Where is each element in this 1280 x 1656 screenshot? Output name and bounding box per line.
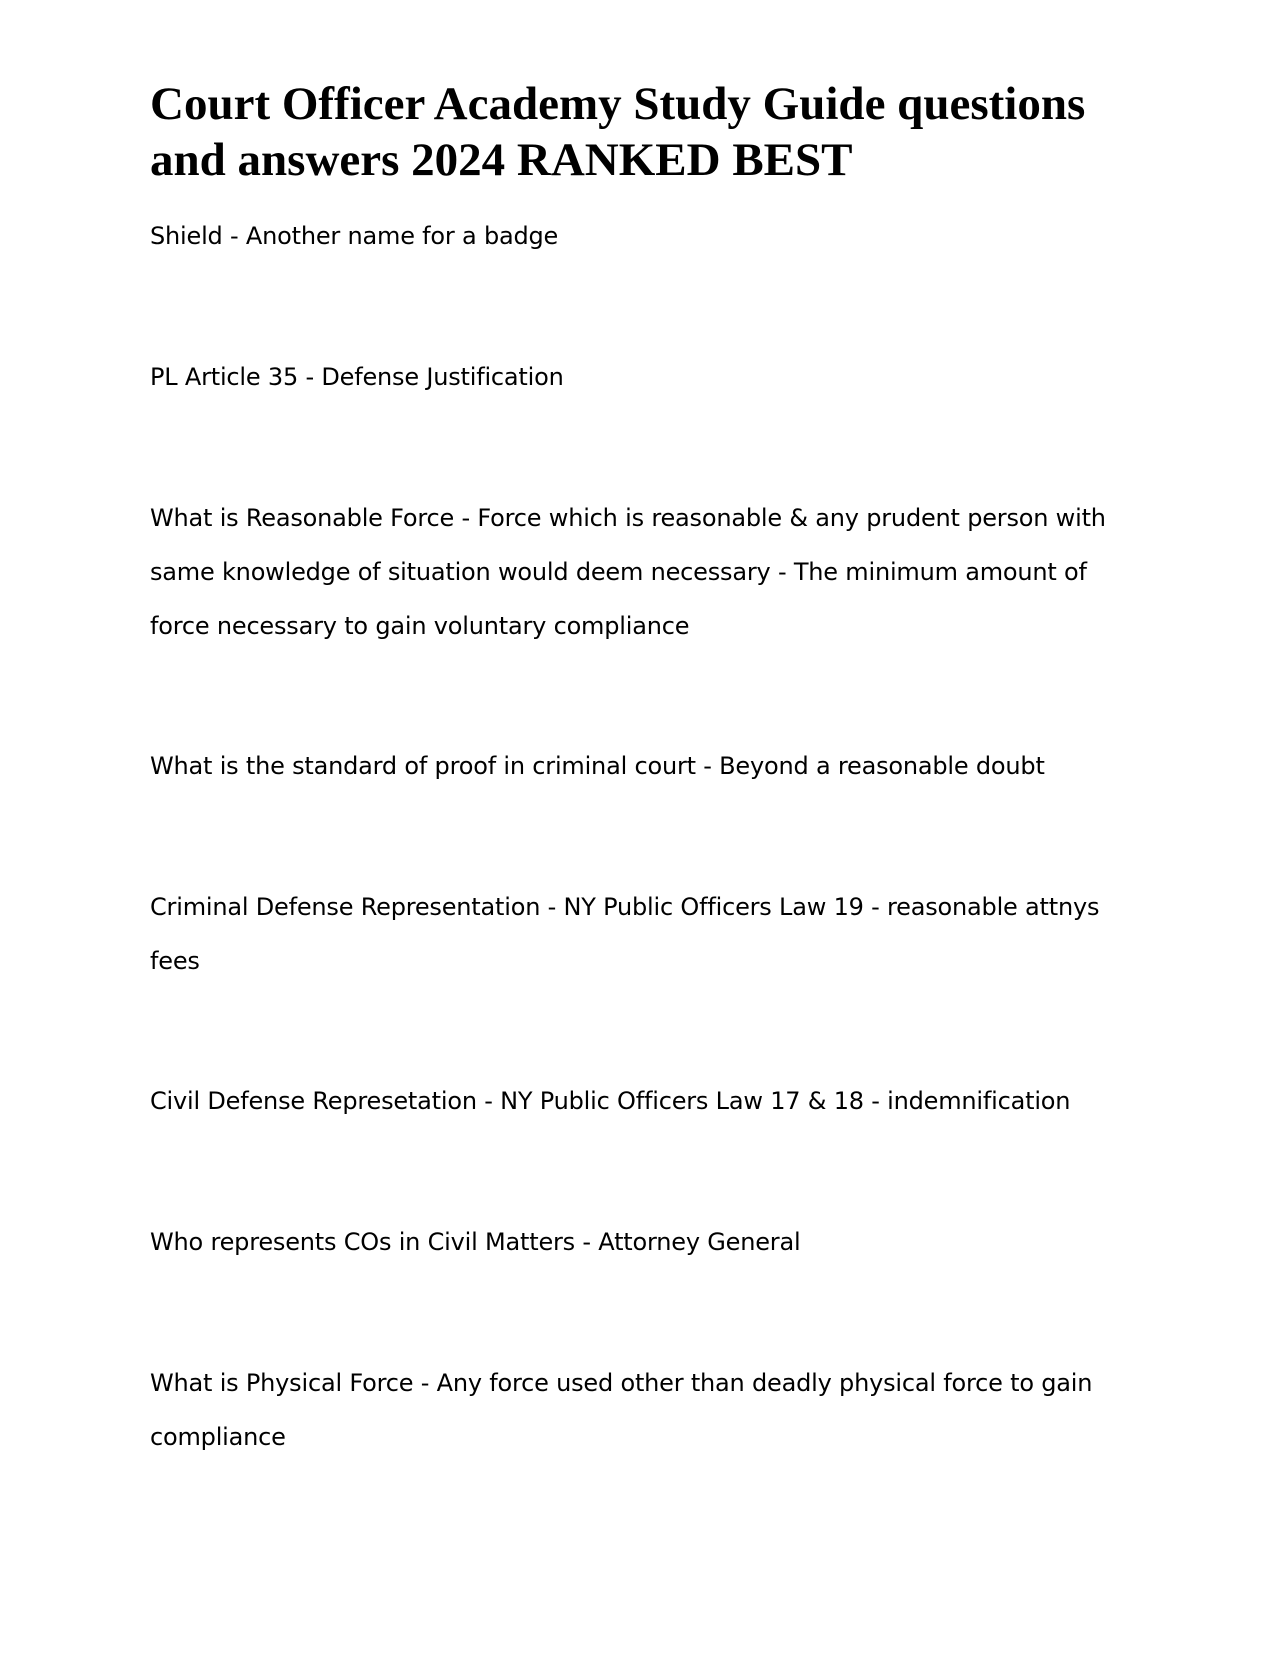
- qa-entry-reasonable-force: What is Reasonable Force - Force which is reasonable & any prudent person with same knowledge of situation would deem necessary - The minimum amount of force necessary to gain voluntary compliance: [150, 504, 1106, 640]
- qa-entry-criminal-defense: Criminal Defense Representation - NY Public Officers Law 19 - reasonable attnys fees: [150, 893, 1100, 975]
- qa-entry-civil-matters: Who represents COs in Civil Matters - Attorney General: [150, 1228, 801, 1256]
- qa-entry-physical-force: What is Physical Force - Any force used other than deadly physical force to gain compliance: [150, 1369, 1093, 1451]
- qa-entry-shield: Shield - Another name for a badge: [150, 222, 559, 250]
- qa-entry-standard-of-proof: What is the standard of proof in criminal court - Beyond a reasonable doubt: [150, 752, 1045, 780]
- qa-entry-civil-defense: Civil Defense Represetation - NY Public Officers Law 17 & 18 - indemnification: [150, 1087, 1071, 1115]
- qa-entry-pl-article-35: PL Article 35 - Defense Justification: [150, 363, 564, 391]
- document-title: Court Officer Academy Study Guide questions and answers 2024 RANKED BEST: [150, 78, 1086, 186]
